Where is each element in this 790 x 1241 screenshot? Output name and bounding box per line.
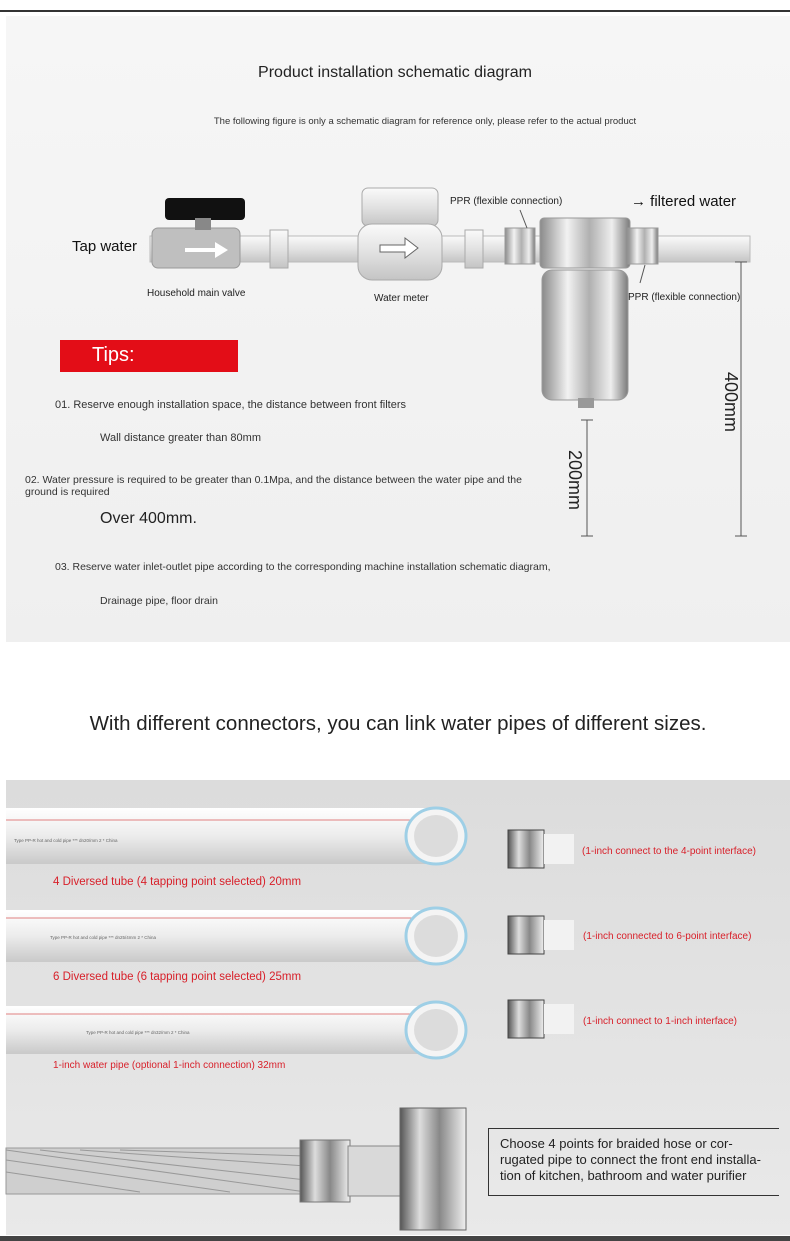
callout-text bbox=[500, 1136, 790, 1184]
connector-3 bbox=[508, 1000, 574, 1038]
connectors-headline: With different connectors, you can link water pipes of different sizes. bbox=[89, 712, 707, 735]
connector-1 bbox=[508, 830, 574, 868]
connector-label-3: (1-inch connect to 1-inch interface) bbox=[583, 1016, 737, 1027]
connector-2 bbox=[508, 916, 574, 954]
note-2-line2: ground is required bbox=[25, 486, 110, 498]
connector-label-2: (1-inch connected to 6-point interface) bbox=[583, 931, 752, 942]
hose-nut bbox=[400, 1108, 466, 1230]
bottom-divider bbox=[0, 1236, 790, 1241]
tips-label: Tips: bbox=[92, 344, 135, 366]
pipe-print-3: Type PP-R hot and cold pipe *** dn32/mm 2 * China bbox=[86, 1030, 190, 1035]
note-3-detail: Drainage pipe, floor drain bbox=[100, 595, 218, 607]
callout-line-3: tion of kitchen, bathroom and water purifier bbox=[500, 1168, 747, 1183]
pipe-label-2: 6 Diversed tube (6 tapping point selected) 25mm bbox=[53, 971, 302, 983]
main-valve-label: Household main valve bbox=[147, 288, 246, 299]
pipe-20mm bbox=[6, 808, 436, 864]
page-subtitle: The following figure is only a schematic diagram for reference only, please refer to the actual product bbox=[213, 116, 637, 127]
pipe-label-1: 4 Diversed tube (4 tapping point selected) 20mm bbox=[53, 876, 302, 888]
note-2-detail: Over 400mm. bbox=[100, 510, 197, 527]
note-3: 03. Reserve water inlet-outlet pipe according to the corresponding machine installation schematic diagram, bbox=[55, 561, 551, 573]
page-title: Product installation schematic diagram bbox=[258, 64, 532, 81]
pipe-label-3: 1-inch water pipe (optional 1-inch connection) 32mm bbox=[53, 1060, 286, 1071]
dimension-200: 200mm bbox=[565, 450, 585, 511]
dimension-400: 400mm bbox=[721, 372, 741, 433]
filtered-water-label: → filtered water bbox=[631, 193, 737, 210]
callout-line-2: rugated pipe to connect the front end installa- bbox=[500, 1152, 761, 1167]
tap-water-label: Tap water bbox=[72, 238, 138, 255]
note-2-line1: 02. Water pressure is required to be greater than 0.1Mpa, and the distance between the water pipe and the bbox=[25, 474, 522, 486]
ppr-top-label: PPR (flexible connection) bbox=[450, 196, 563, 207]
note-1: 01. Reserve enough installation space, the distance between front filters bbox=[55, 399, 406, 411]
pipe-32mm bbox=[6, 1006, 436, 1054]
callout-line-1: Choose 4 points for braided hose or cor- bbox=[500, 1136, 733, 1151]
water-meter-label: Water meter bbox=[374, 293, 429, 304]
pipe-print-2: Type PP-R hot and cold pipe *** dn25/4mm 2 * China bbox=[50, 935, 157, 940]
ppr-bottom-label: PPR (flexible connection) bbox=[628, 292, 741, 303]
connector-label-1: (1-inch connect to the 4-point interface) bbox=[582, 846, 756, 857]
note-1-detail: Wall distance greater than 80mm bbox=[100, 432, 261, 444]
pipe-print-1: Type PP-R hot and cold pipe *** dn20/mm 2 * China bbox=[14, 838, 118, 843]
